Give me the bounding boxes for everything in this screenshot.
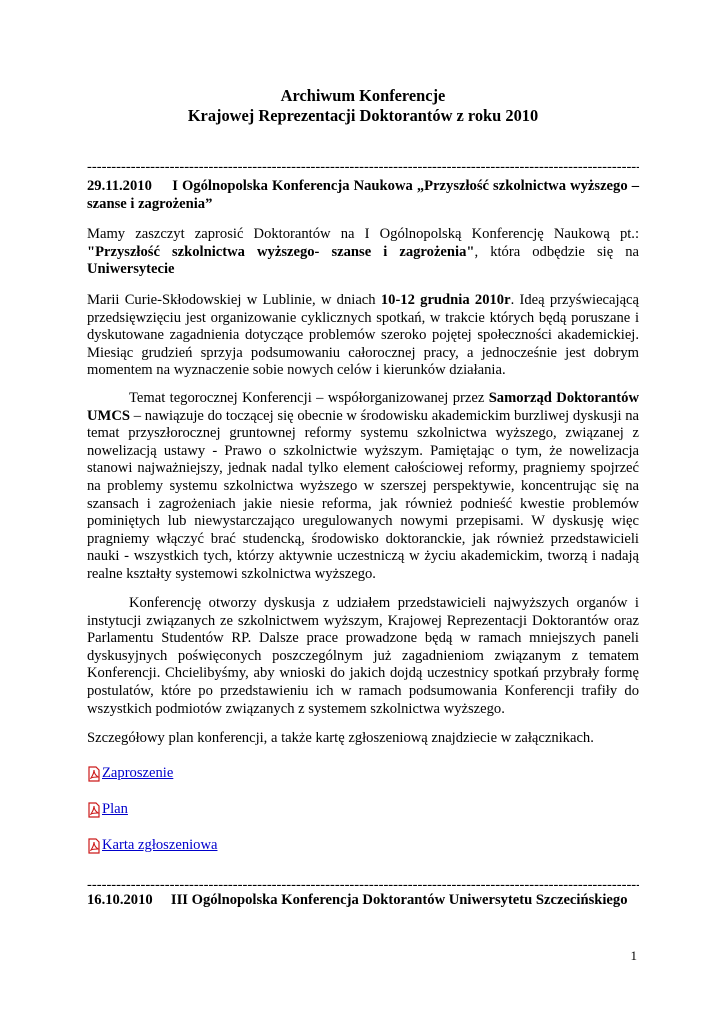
entry-2-date: 16.10.2010 [87,892,153,908]
organizer-name: Samorząd Doktorantów UMCS [87,390,639,424]
attachment-invitation[interactable] [87,764,173,784]
entry-1-paragraph-3 [87,390,639,584]
attachment-link-invitation[interactable]: Zaproszenie [102,765,174,782]
separator-line [87,878,639,892]
paragraph-text-2: – nawiązuje do toczącej się obecnie w środowisku akademickim burzliwej dyskusji na temat przyszłorocznej gruntownej reformy systemu szkolnictwa wyższego, związanej z nowelizacją ustawy - Prawo o szkolnictwie wyższym. Pamiętając o tym, że nowelizacja stanowi najważniejszy, jednak nadal tylko element całościowej reformy, pragniemy spojrzeć na problemy systemu szkolnictwa wyższego w szerszej perspektywie, koncentrując się na szansach i zagrożeniach jakie niesie reforma, jak również podnieść kwestie problemów pominiętych lub niewystarczająco uregulowanych nowymi przepisami. W dyskusję więc pragniemy włączyć brać studencką, środowisko doktoranckie, jak również przedstawicieli nauki - wszystkich tych, którzy aktywnie uczestniczą w życiu akademickim, tworzą i nadają realne kształty systemowi szkolnictwa wyższego. [87,407,639,582]
paragraph-text-2: . Ideą przyświecającą przedsięwzięciu jest organizowanie cyklicznych spotkań, w trakcie których będą poruszane i dyskutowane zagadnienia dotyczące problemów szeroko pojętej społeczności akademickiej. Miesiąc grudzień sprzyja podsumowaniu całorocznej pracy, a jednocześnie jest dobrym momentem na wyznaczenie sobie nowych celów i kierunków działania. [87,292,639,379]
title-line-2: Krajowej Reprezentacji Doktorantów z roku 2010 [187,106,539,125]
entry-1-date: 29.11.2010 [87,178,152,194]
entry-1-paragraph-2 [87,292,639,380]
pdf-file-icon [87,802,101,818]
entry-1-heading [87,178,639,213]
attachment-link-registration-form[interactable]: Karta zgłoszeniowa [102,837,218,854]
attachment-plan[interactable] [87,800,128,820]
entry-1-paragraph-5: Szczegółowy plan konferencji, a także kartę zgłoszeniową znajdziecie w załącznikach. [87,730,594,746]
conference-dates: 10-12 grudnia 2010r [380,292,511,308]
attachment-link-plan[interactable]: Plan [102,801,128,818]
pdf-file-icon [87,838,101,854]
entry-1-paragraph-4: Konferencję otworzy dyskusja z udziałem przedstawicieli najwyższych organów i instytucji związanych ze szkolnictwem wyższym, Krajowej Reprezentacji Doktorantów oraz Parlamentu Studentów RP. Dalsze prace prowadzone będą w ramach mniejszych paneli dyskusyjnych poświęconych poszczególnym już zagadnieniom związanym z tematem Konferencji. Chcielibyśmy, aby wnioski do jakich dojdą uczestnicy spotkań przybrały formę postulatów, które po przedstawieniu ich w ramach podsumowania Konferencji trafiły do wszystkich podmiotów związanych z systemem szkolnictwa wyższego. [87,595,639,717]
paragraph-text: Temat tegorocznej Konferencji – współorganizowanej przez [129,390,489,406]
paragraph-text: Marii Curie-Skłodowskiej w Lublinie, w dniach [87,292,381,308]
invitation-text-2: , która odbędzie się na [474,243,640,260]
page-number: 1 [630,948,637,963]
entry-2-heading [87,892,639,910]
title-line-1: Archiwum Konferencje [280,86,446,105]
page-title [87,86,639,126]
separator-line [87,160,639,174]
entry-1-invitation [87,226,639,279]
entry-2-title: III Ogólnopolska Konferencja Doktorantów Uniwersytetu Szczecińskiego [170,892,628,908]
entry-1-title: I Ogólnopolska Konferencja Naukowa „Przyszłość szkolnictwa wyższego – szanse i zagrożenia” [87,178,639,212]
pdf-file-icon [87,766,101,782]
university-word: Uniwersytecie [87,261,175,278]
invitation-text: Mamy zaszczyt zaprosić Doktorantów na I Ogólnopolską Konferencję Naukową pt.: [87,226,639,242]
conference-name: "Przyszłość szkolnictwa wyższego- szanse i zagrożenia" [87,243,475,260]
attachment-registration-form[interactable] [87,836,217,856]
